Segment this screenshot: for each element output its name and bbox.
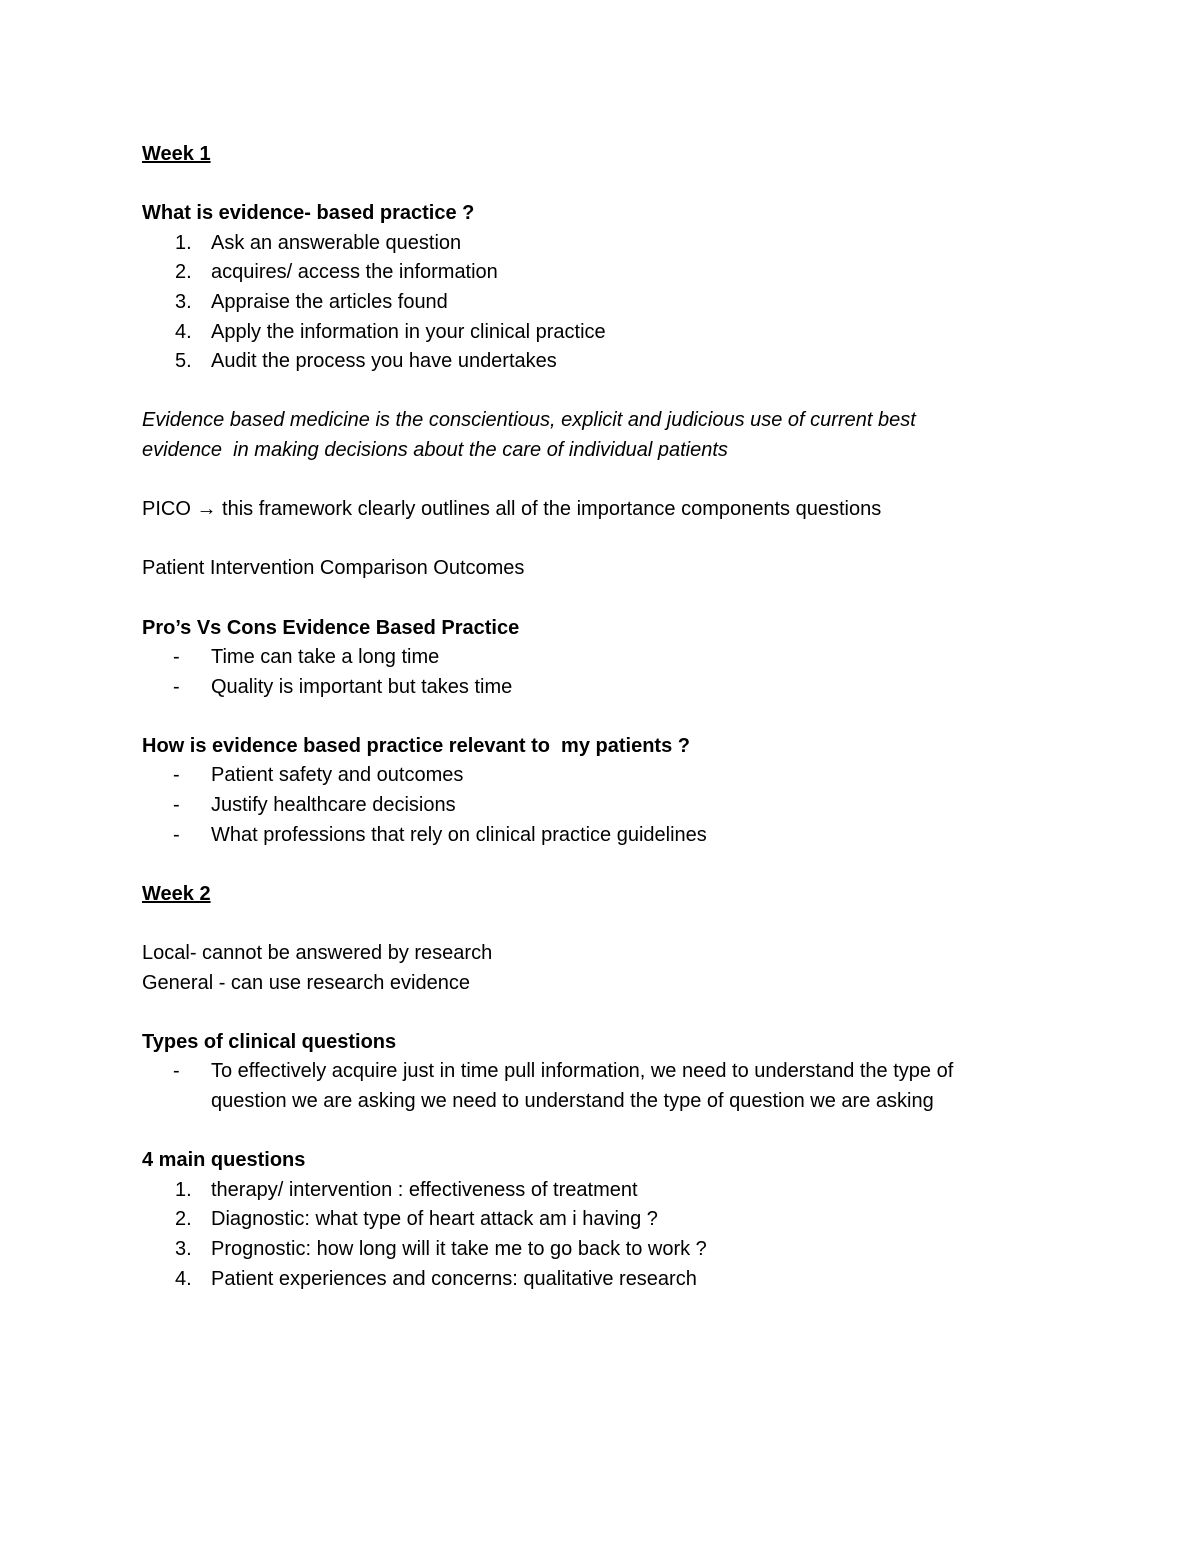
dash-bullet: - — [173, 794, 180, 817]
list-item-text: Justify healthcare decisions — [211, 794, 456, 817]
pico-expansion: Patient Intervention Comparison Outcomes — [142, 557, 525, 580]
local-question-line: Local- cannot be answered by research — [142, 942, 493, 965]
list-number: 4. — [175, 1267, 192, 1290]
list-item-text: Patient safety and outcomes — [211, 764, 464, 787]
list-number: 3. — [175, 1237, 192, 1260]
list-item — [142, 1205, 1042, 1235]
list-number: 1. — [175, 231, 192, 254]
spacer — [142, 1117, 1042, 1147]
list-item — [142, 643, 1042, 673]
dash-bullet: - — [173, 675, 180, 698]
list-item-text: Audit the process you have undertakes — [211, 350, 557, 373]
list-item-text: therapy/ intervention : effectiveness of treatment — [211, 1178, 638, 1201]
list-number: 2. — [175, 1208, 192, 1231]
spacer — [142, 850, 1042, 880]
list-item-text-line-2: question we are asking we need to understand the type of question we are asking — [211, 1090, 934, 1112]
list-item — [142, 821, 1042, 851]
list-item-text: Prognostic: how long will it take me to go back to work ? — [211, 1237, 707, 1260]
list-item-text-line-1: To effectively acquire just in time pull information, we need to understand the type of — [211, 1060, 954, 1083]
dash-bullet: - — [173, 764, 180, 787]
relevance-list — [142, 761, 1042, 850]
general-question-line: General - can use research evidence — [142, 971, 470, 994]
spacer — [142, 170, 1042, 200]
ebp-steps-list — [142, 229, 1042, 377]
list-item — [142, 673, 1042, 703]
spacer — [142, 525, 1042, 555]
list-item-text: Time can take a long time — [211, 646, 440, 669]
list-number: 5. — [175, 350, 192, 373]
dash-bullet: - — [173, 1060, 180, 1083]
spacer — [142, 998, 1042, 1028]
spacer — [142, 909, 1042, 939]
list-item-text: Quality is important but takes time — [211, 675, 513, 698]
list-item-text: What professions that rely on clinical practice guidelines — [211, 823, 707, 846]
list-item — [142, 258, 1042, 288]
spacer — [142, 584, 1042, 614]
dash-bullet: - — [173, 646, 180, 669]
spacer — [142, 377, 1042, 407]
types-heading: Types of clinical questions — [142, 1030, 397, 1053]
list-item-text: Diagnostic: what type of heart attack am i having ? — [211, 1208, 658, 1231]
spacer — [142, 466, 1042, 496]
week-1-title: Week 1 — [142, 143, 211, 165]
list-item — [142, 1057, 1042, 1116]
types-list — [142, 1057, 1042, 1116]
list-item — [142, 791, 1042, 821]
list-item — [142, 229, 1042, 259]
list-item — [142, 1265, 1042, 1295]
list-number: 4. — [175, 320, 192, 343]
week-2-title: Week 2 — [142, 882, 211, 905]
document-body — [142, 140, 1042, 1294]
main-questions-heading: 4 main questions — [142, 1149, 306, 1172]
list-item — [142, 288, 1042, 318]
list-item-text: Appraise the articles found — [211, 290, 448, 313]
main-questions-list — [142, 1176, 1042, 1294]
dash-bullet: - — [173, 823, 180, 846]
pros-cons-list — [142, 643, 1042, 702]
spacer — [142, 702, 1042, 732]
pros-cons-heading: Pro’s Vs Cons Evidence Based Practice — [142, 616, 520, 639]
list-number: 1. — [175, 1178, 192, 1201]
pico-description: PICO → this framework clearly outlines all of the importance components questions — [142, 498, 882, 521]
list-number: 3. — [175, 290, 192, 313]
ebp-heading: What is evidence- based practice ? — [142, 202, 475, 225]
list-item — [142, 1235, 1042, 1265]
list-item-text: Patient experiences and concerns: qualitative research — [211, 1267, 697, 1290]
list-item-text: Ask an answerable question — [211, 231, 462, 254]
list-item-text: Apply the information in your clinical practice — [211, 320, 606, 343]
list-item — [142, 318, 1042, 348]
list-number: 2. — [175, 261, 192, 284]
list-item — [142, 1176, 1042, 1206]
list-item — [142, 761, 1042, 791]
ebm-definition-line-1: Evidence based medicine is the conscientious, explicit and judicious use of current best — [142, 409, 916, 432]
ebm-definition-line-2: evidence in making decisions about the care of individual patients — [142, 438, 728, 461]
list-item — [142, 347, 1042, 377]
relevance-heading: How is evidence based practice relevant to my patients ? — [142, 734, 690, 757]
list-item-text: acquires/ access the information — [211, 261, 498, 284]
